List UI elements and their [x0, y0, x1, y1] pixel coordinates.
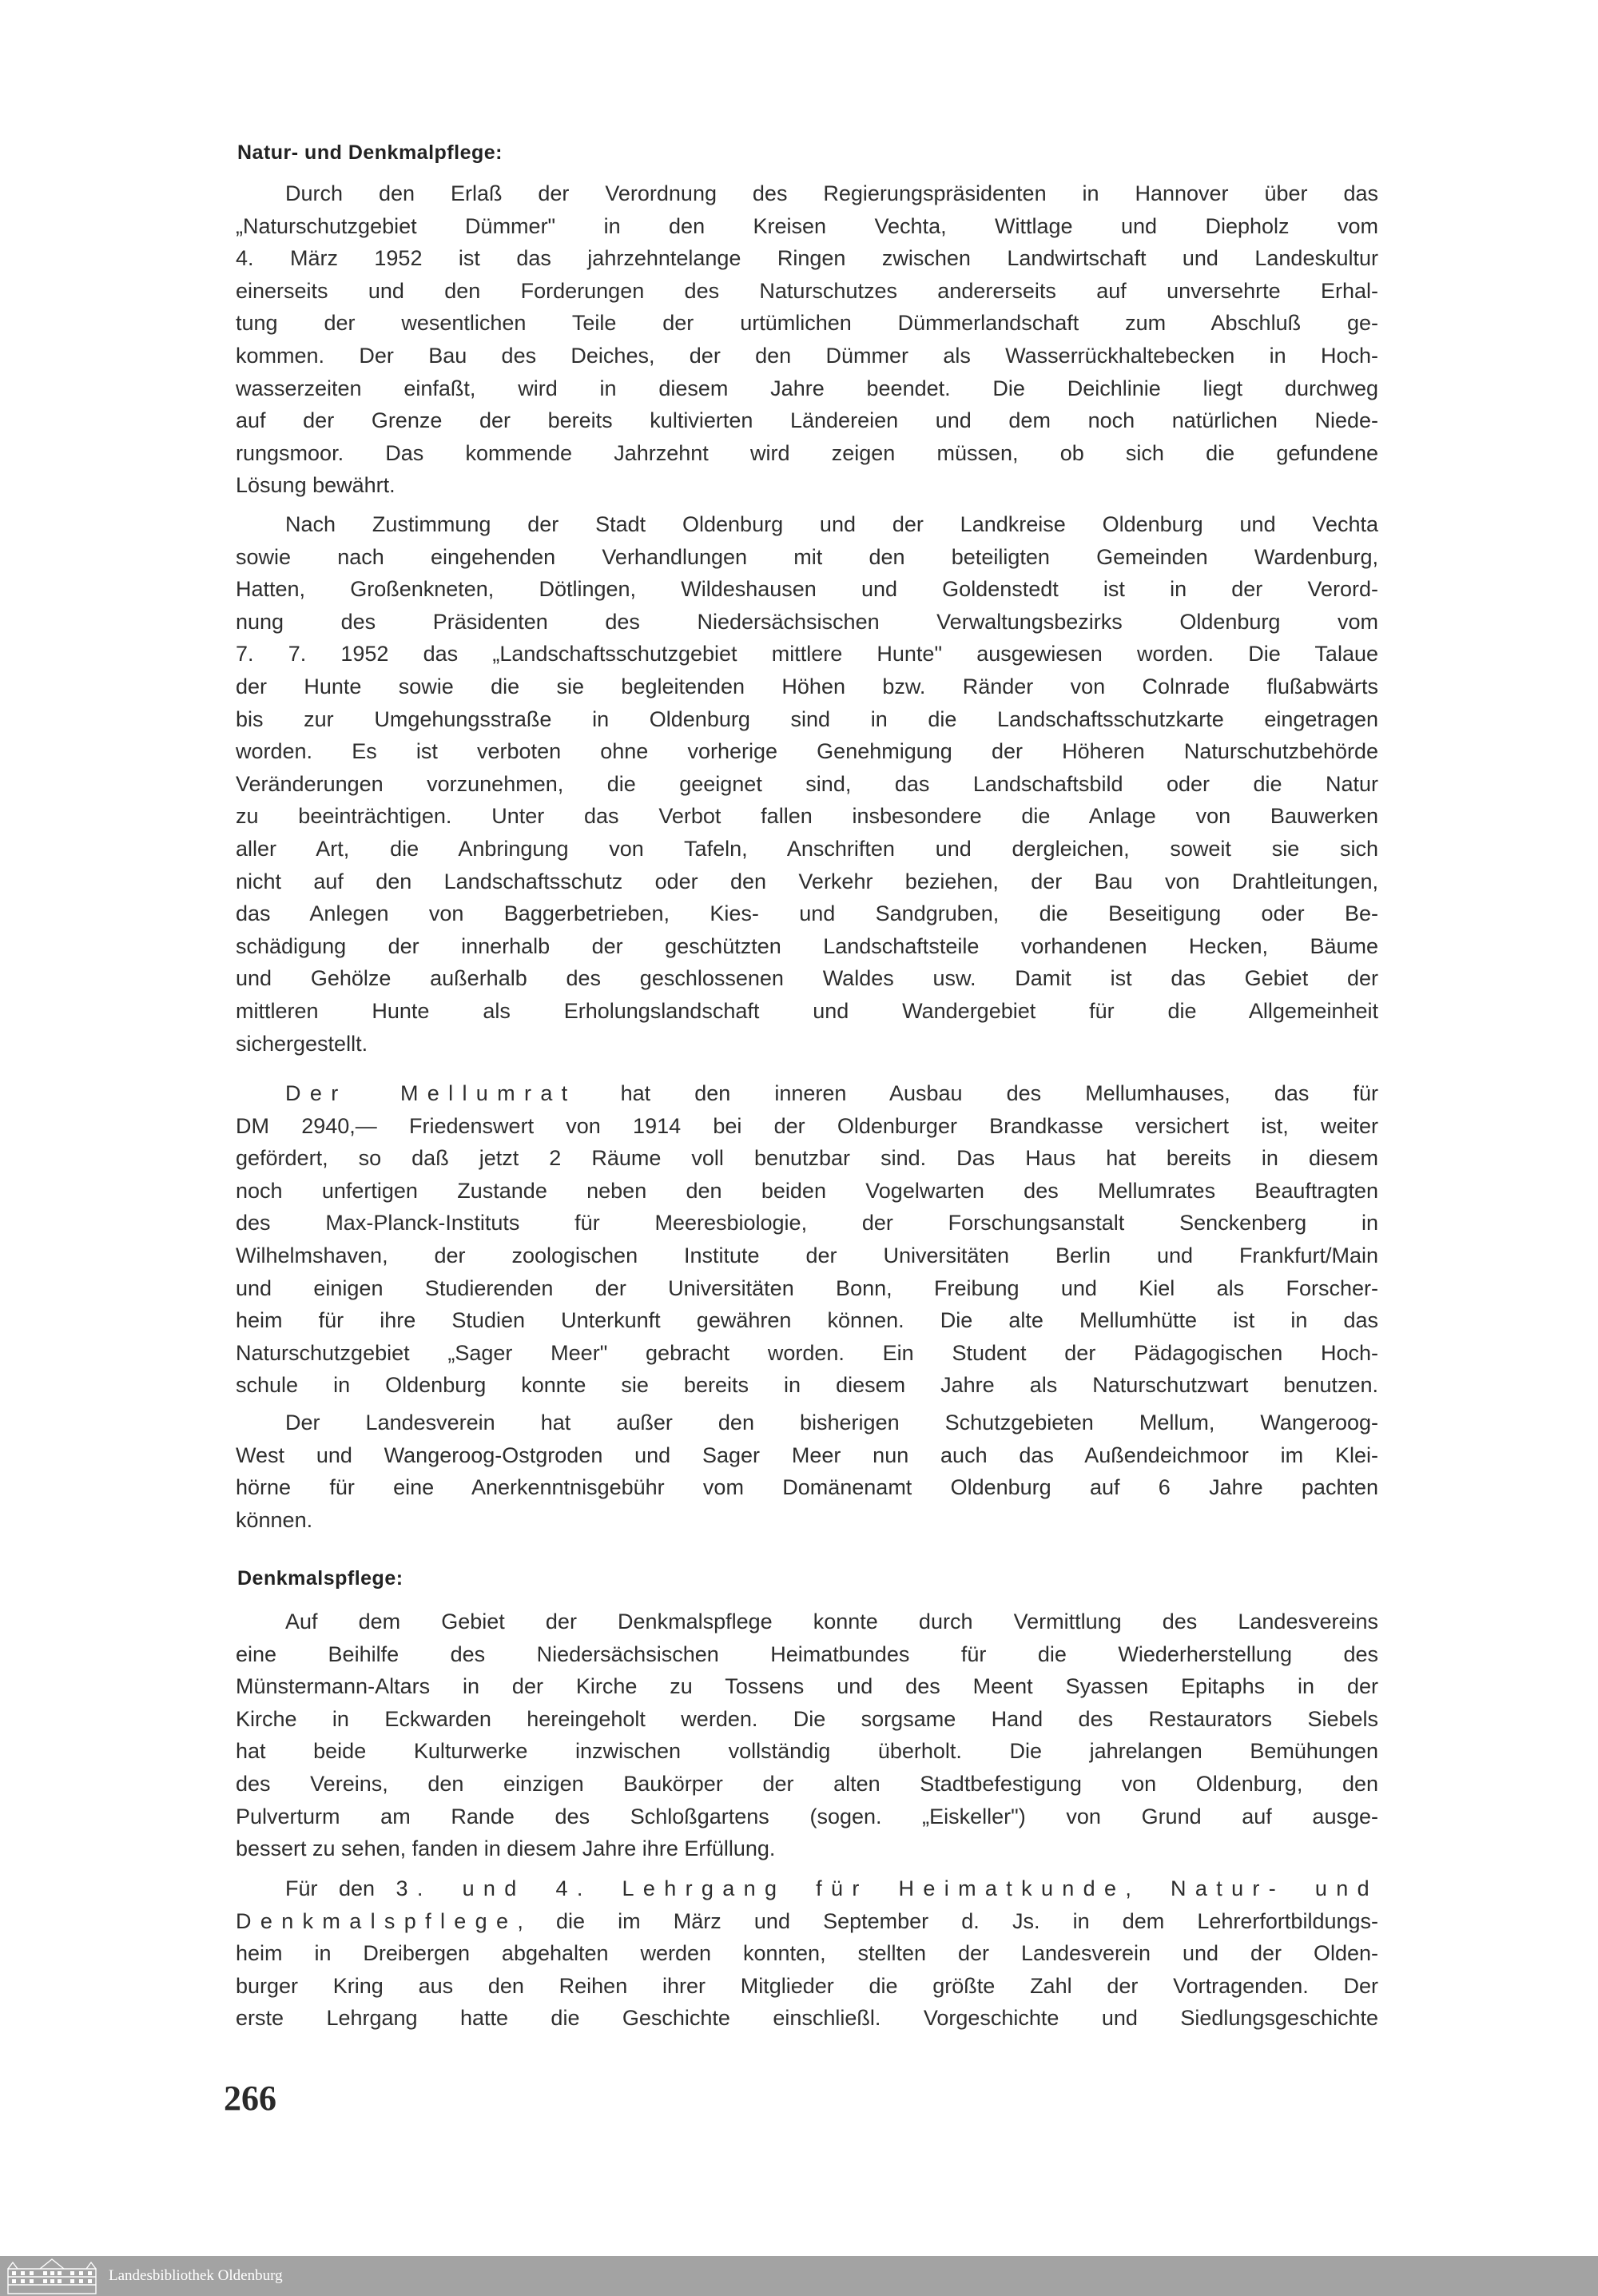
text-line: burger Kring aus den Reihen ihrer Mitglieder die größte Zahl der Vortragenden. Der: [236, 1973, 1378, 1998]
text-line: hat beide Kulturwerke inzwischen vollständig überholt. Die jahrelangen Bemühungen: [236, 1739, 1378, 1764]
text-line: Pulverturm am Rande des Schloßgartens (sogen. „Eiskeller") von Grund auf ausge-: [236, 1804, 1378, 1828]
text-line: 7. 7. 1952 das „Landschaftsschutzgebiet mittlere Hunte" ausgewiesen worden. Die Talaue: [236, 642, 1378, 667]
text-line: das Anlegen von Baggerbetrieben, Kies- und Sandgruben, die Beseitigung oder Be-: [236, 901, 1378, 926]
text-line: auf der Grenze der bereits kultivierten Ländereien und dem noch natürlichen Niede-: [236, 408, 1378, 433]
text-line: tung der wesentlichen Teile der urtümlichen Dümmerlandschaft zum Abschluß ge-: [236, 311, 1378, 336]
text-line: bis zur Umgehungsstraße in Oldenburg sind in die Landschaftsschutzkarte eingetragen: [236, 706, 1378, 731]
text-line: Lösung bewährt.: [236, 473, 396, 498]
text-line: der Hunte sowie die sie begleitenden Höhen bzw. Ränder von Colnrade flußabwärts: [236, 674, 1378, 698]
page-number: 266: [224, 2079, 276, 2118]
text-line: rungsmoor. Das kommende Jahrzehnt wird zeigen müssen, ob sich die gefundene: [236, 440, 1378, 465]
paragraph-1: [236, 177, 1378, 502]
library-name: Landesbibliothek Oldenburg: [109, 2267, 283, 2284]
text-line: DM 2940,— Friedenswert von 1914 bei der Oldenburger Brandkasse versichert ist, weiter: [236, 1113, 1378, 1138]
text-line: [236, 1905, 1378, 1938]
text-line: West und Wangeroog-Ostgroden und Sager Meer nun auch das Außendeichmoor im Klei-: [236, 1442, 1378, 1467]
text-line: einerseits und den Forderungen des Naturschutzes andererseits auf unversehrte Erhal-: [236, 278, 1378, 303]
text-line: erste Lehrgang hatte die Geschichte einschließl. Vorgeschichte und Siedlungsgeschichte: [236, 2006, 1378, 2031]
text-line: heim für ihre Studien Unterkunft gewähren können. Die alte Mellumhütte ist in das: [236, 1308, 1378, 1333]
text-line: kommen. Der Bau des Deiches, der den Dümmer als Wasserrückhaltebecken in Hoch-: [236, 343, 1378, 368]
section-heading-denkmalspflege: Denkmalspflege:: [237, 1567, 403, 1590]
text-line: Münstermann-Altars in der Kirche zu Tossens und des Meent Syassen Epitaphs in der: [236, 1674, 1378, 1699]
text-line: sowie nach eingehenden Verhandlungen mit den beteiligten Gemeinden Wardenburg,: [236, 544, 1378, 569]
text-line: „Naturschutzgebiet Dümmer" in den Kreisen Vechta, Wittlage und Diepholz vom: [236, 213, 1378, 238]
text-line: des Vereins, den einzigen Baukörper der alten Stadtbefestigung von Oldenburg, den: [236, 1771, 1378, 1796]
text-line: [236, 1077, 1378, 1110]
text-line: bessert zu sehen, fanden in diesem Jahre ihre Erfüllung.: [236, 1836, 776, 1861]
text-line: eine Beihilfe des Niedersächsischen Heimatbundes für die Wiederherstellung des: [236, 1641, 1378, 1666]
text-line: Hatten, Großenkneten, Dötlingen, Wildeshausen und Goldenstedt ist in der Verord-: [236, 577, 1378, 602]
library-footer-bar: [0, 2256, 1598, 2296]
library-building-logo-icon: [5, 2258, 99, 2294]
text-line: gefördert, so daß jetzt 2 Räume voll benutzbar sind. Das Haus hat bereits in diesem: [236, 1146, 1378, 1171]
text-line: Auf dem Gebiet der Denkmalspflege konnte durch Vermittlung des Landesvereins: [285, 1610, 1378, 1633]
text-line: Kirche in Eckwarden hereingeholt werden. Die sorgsame Hand des Restaurators Siebels: [236, 1706, 1378, 1731]
spaced-emphasis-text: Denkmalspflege: [236, 1908, 518, 1933]
text-line: schule in Oldenburg konnte sie bereits in diesem Jahre als Naturschutzwart benutzen.: [236, 1373, 1378, 1398]
text-segment: hat den inneren Ausbau des Mellumhauses, das für: [576, 1081, 1378, 1105]
text-line: können.: [236, 1507, 313, 1532]
spaced-emphasis-text: Der Mellumrat: [285, 1081, 577, 1105]
text-line: des Max-Planck-Instituts für Meeresbiologie, der Forschungsanstalt Senckenberg in: [236, 1211, 1378, 1236]
paragraph-3: [236, 1077, 1378, 1402]
text-line: 4. März 1952 ist das jahrzehntelange Ringen zwischen Landwirtschaft und Landeskultur: [236, 246, 1378, 271]
text-line: noch unfertigen Zustande neben den beiden Vogelwarten des Mellumrates Beauftragten: [236, 1178, 1378, 1203]
text-line: [236, 1872, 1378, 1905]
text-line: schädigung der innerhalb der geschützten Landschaftsteile vorhandenen Hecken, Bäume: [236, 933, 1378, 958]
text-line: Durch den Erlaß der Verordnung des Regierungspräsidenten in Hannover über das: [285, 181, 1378, 205]
text-line: und Gehölze außerhalb des geschlossenen Waldes usw. Damit ist das Gebiet der: [236, 966, 1378, 991]
text-segment: Für den: [285, 1876, 396, 1900]
text-segment: , die im März und September d. Js. in dem Lehrerfortbildungs-: [517, 1908, 1378, 1933]
text-line: Der Landesverein hat außer den bisherigen Schutzgebieten Mellum, Wangeroog-: [285, 1411, 1378, 1435]
paragraph-5: [236, 1606, 1378, 1865]
paragraph-6: [236, 1872, 1378, 2035]
paragraph-2: [236, 508, 1378, 1060]
text-line: hörne für eine Anerkenntnisgebühr vom Domänenamt Oldenburg auf 6 Jahre pachten: [236, 1475, 1378, 1500]
text-line: aller Art, die Anbringung von Tafeln, Anschriften und dergleichen, soweit sie sich: [236, 836, 1378, 861]
text-line: sichergestellt.: [236, 1031, 368, 1056]
paragraph-4: [236, 1407, 1378, 1536]
text-line: nung des Präsidenten des Niedersächsischen Verwaltungsbezirks Oldenburg vom: [236, 609, 1378, 634]
text-line: worden. Es ist verboten ohne vorherige Genehmigung der Höheren Naturschutzbehörde: [236, 739, 1378, 764]
text-line: und einigen Studierenden der Universitäten Bonn, Freibung und Kiel als Forscher-: [236, 1275, 1378, 1300]
section-heading-natur-denkmalpflege: Natur- und Denkmalpflege:: [237, 141, 503, 164]
text-line: wasserzeiten einfaßt, wird in diesem Jahre beendet. Die Deichlinie liegt durchweg: [236, 376, 1378, 400]
spaced-emphasis-text: 3. und 4. Lehrgang für Heimatkunde, Natur- und: [396, 1876, 1378, 1900]
text-line: Nach Zustimmung der Stadt Oldenburg und der Landkreise Oldenburg und Vechta: [285, 512, 1378, 536]
text-line: Veränderungen vorzunehmen, die geeignet sind, das Landschaftsbild oder die Natur: [236, 771, 1378, 796]
text-line: heim in Dreibergen abgehalten werden konnten, stellten der Landesverein und der Olden-: [236, 1941, 1378, 1966]
text-line: nicht auf den Landschaftsschutz oder den Verkehr beziehen, der Bau von Drahtleitungen,: [236, 869, 1378, 893]
text-line: mittleren Hunte als Erholungslandschaft und Wandergebiet für die Allgemeinheit: [236, 998, 1378, 1023]
text-line: Wilhelmshaven, der zoologischen Institute der Universitäten Berlin und Frankfurt/Main: [236, 1243, 1378, 1267]
text-line: Naturschutzgebiet „Sager Meer" gebracht worden. Ein Student der Pädagogischen Hoch-: [236, 1340, 1378, 1365]
text-line: zu beeinträchtigen. Unter das Verbot fallen insbesondere die Anlage von Bauwerken: [236, 804, 1378, 829]
